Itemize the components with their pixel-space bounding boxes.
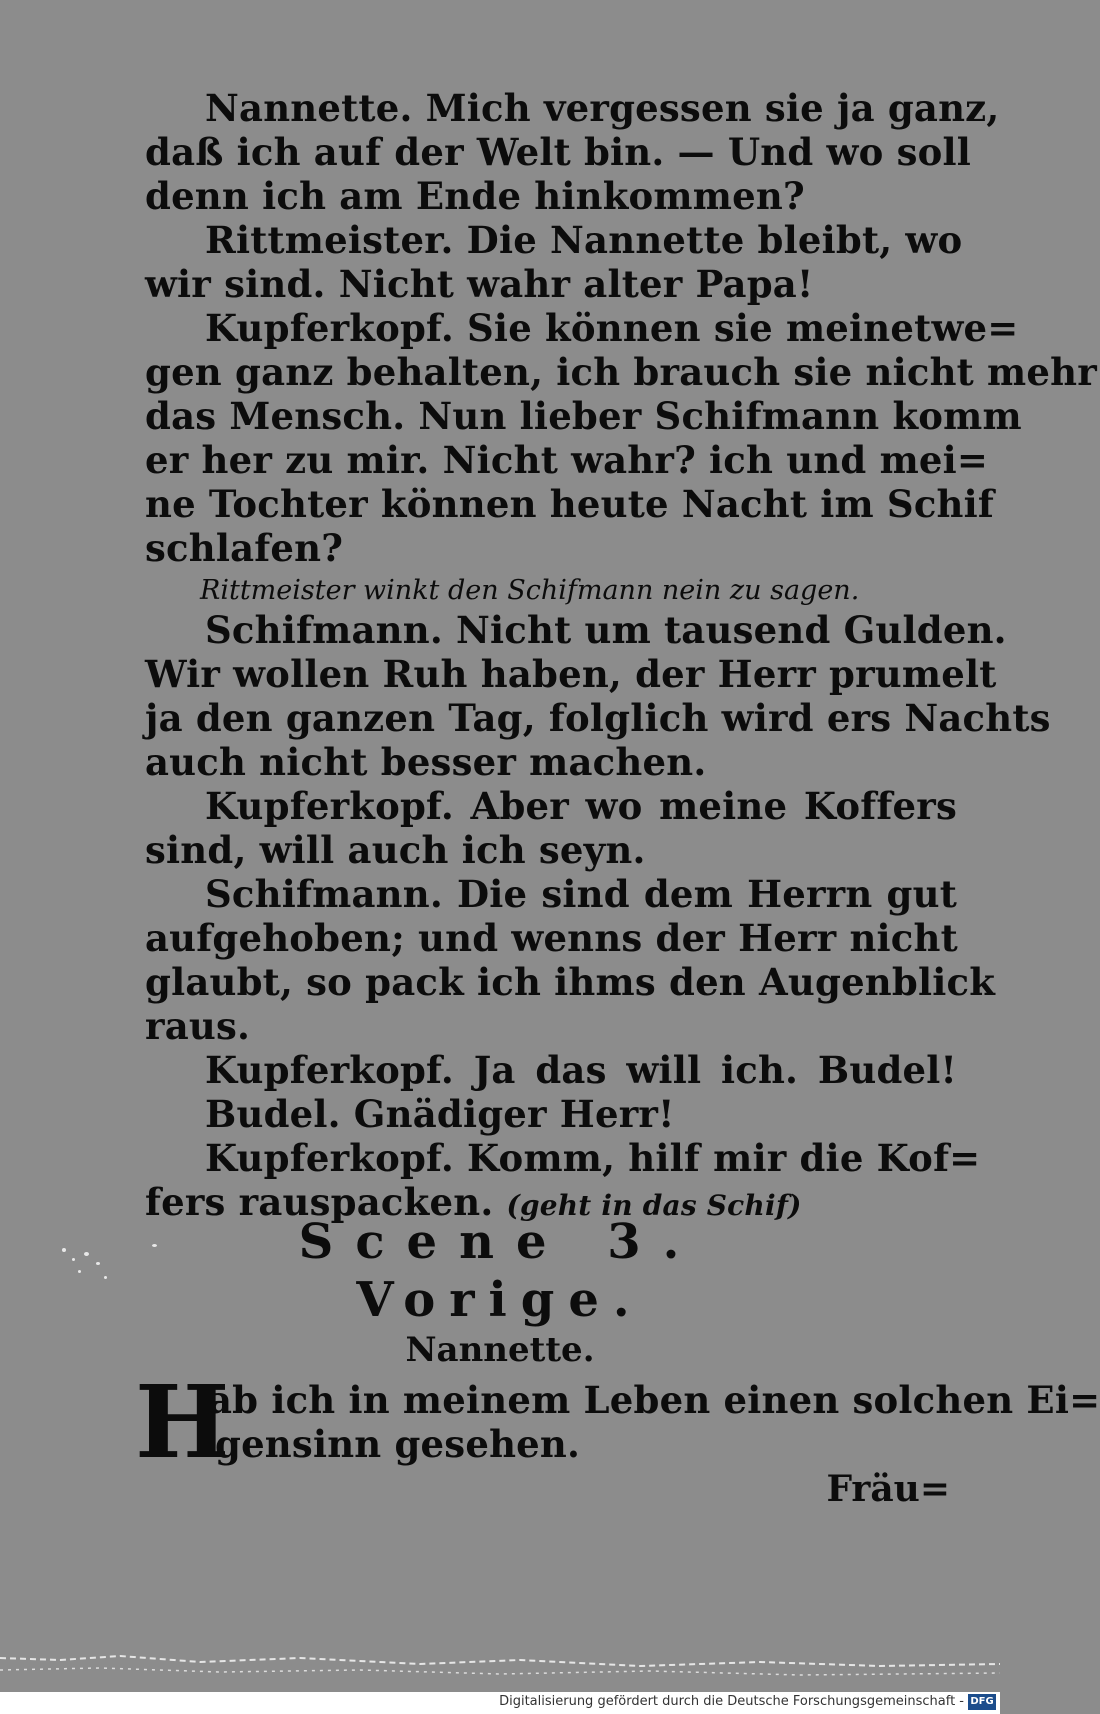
scan-speck	[152, 1244, 157, 1247]
text-line: Kupferkopf. Aber wo meine Koffers	[205, 784, 957, 828]
text-line: wir sind. Nicht wahr alter Papa!	[145, 262, 814, 306]
text-line: Schifmann. Nicht um tausend Gulden.	[205, 608, 1007, 652]
text-line: Schifmann. Die sind dem Herrn gut	[205, 872, 957, 916]
text-line: gen ganz behalten, ich brauch sie nicht mehr	[145, 350, 1097, 394]
text-line: das Mensch. Nun lieber Schifmann komm	[145, 394, 1022, 438]
text-line-content: fers rauspacken.	[145, 1180, 494, 1224]
text-line: sind, will auch ich seyn.	[145, 828, 646, 872]
text-line: Kupferkopf. Komm, hilf mir die Kof=	[205, 1136, 981, 1180]
text-line: Kupferkopf. Sie können sie meinetwe=	[205, 306, 1019, 350]
characters-heading: Vorige.	[356, 1272, 644, 1328]
page-edge-noise	[0, 1640, 1000, 1680]
scan-speck	[96, 1262, 100, 1265]
text-line: auch nicht besser machen.	[145, 740, 707, 784]
text-line: glaubt, so pack ich ihms den Augenblick	[145, 960, 996, 1004]
text-line: aufgehoben; und wenns der Herr nicht	[145, 916, 958, 960]
text-line: Kupferkopf. Ja das will ich. Budel!	[205, 1048, 957, 1092]
text-line: daß ich auf der Welt bin. — Und wo soll	[145, 130, 971, 174]
stage-direction: Rittmeister winkt den Schifmann nein zu sagen.	[200, 575, 860, 606]
scan-speck	[72, 1258, 75, 1261]
text-line: Rittmeister. Die Nannette bleibt, wo	[205, 218, 963, 262]
speaker-heading: Nannette.	[405, 1330, 595, 1370]
text-line: raus.	[145, 1004, 251, 1048]
drop-capital: H	[135, 1363, 230, 1481]
text-line: schlafen?	[145, 526, 344, 570]
text-line: ab ich in meinem Leben einen solchen Ei=	[208, 1378, 1100, 1422]
text-line: ja den ganzen Tag, folglich wird ers Nachts	[145, 696, 1051, 740]
catchword: Fräu=	[826, 1468, 950, 1510]
scan-speck	[104, 1276, 107, 1279]
scene-heading: Scene 3.	[298, 1214, 702, 1270]
dfg-logo-icon: DFG	[968, 1694, 996, 1710]
text-line: Nannette. Mich vergessen sie ja ganz,	[205, 86, 1000, 130]
text-line: er her zu mir. Nicht wahr? ich und mei=	[145, 438, 989, 482]
scan-speck	[84, 1252, 89, 1256]
text-line: gensinn gesehen.	[215, 1422, 581, 1466]
scan-speck	[62, 1248, 66, 1252]
scan-speck	[78, 1270, 81, 1273]
text-line: Wir wollen Ruh haben, der Herr prumelt	[145, 652, 997, 696]
text-line: denn ich am Ende hinkommen?	[145, 174, 805, 218]
text-line: Budel. Gnädiger Herr!	[205, 1092, 675, 1136]
stage-direction: (geht in das Schif)	[506, 1189, 802, 1222]
text-line: ne Tochter können heute Nacht im Schif	[145, 482, 995, 526]
footer-credit: Digitalisierung gefördert durch die Deutsche Forschungsgemeinschaft -	[499, 1694, 964, 1709]
